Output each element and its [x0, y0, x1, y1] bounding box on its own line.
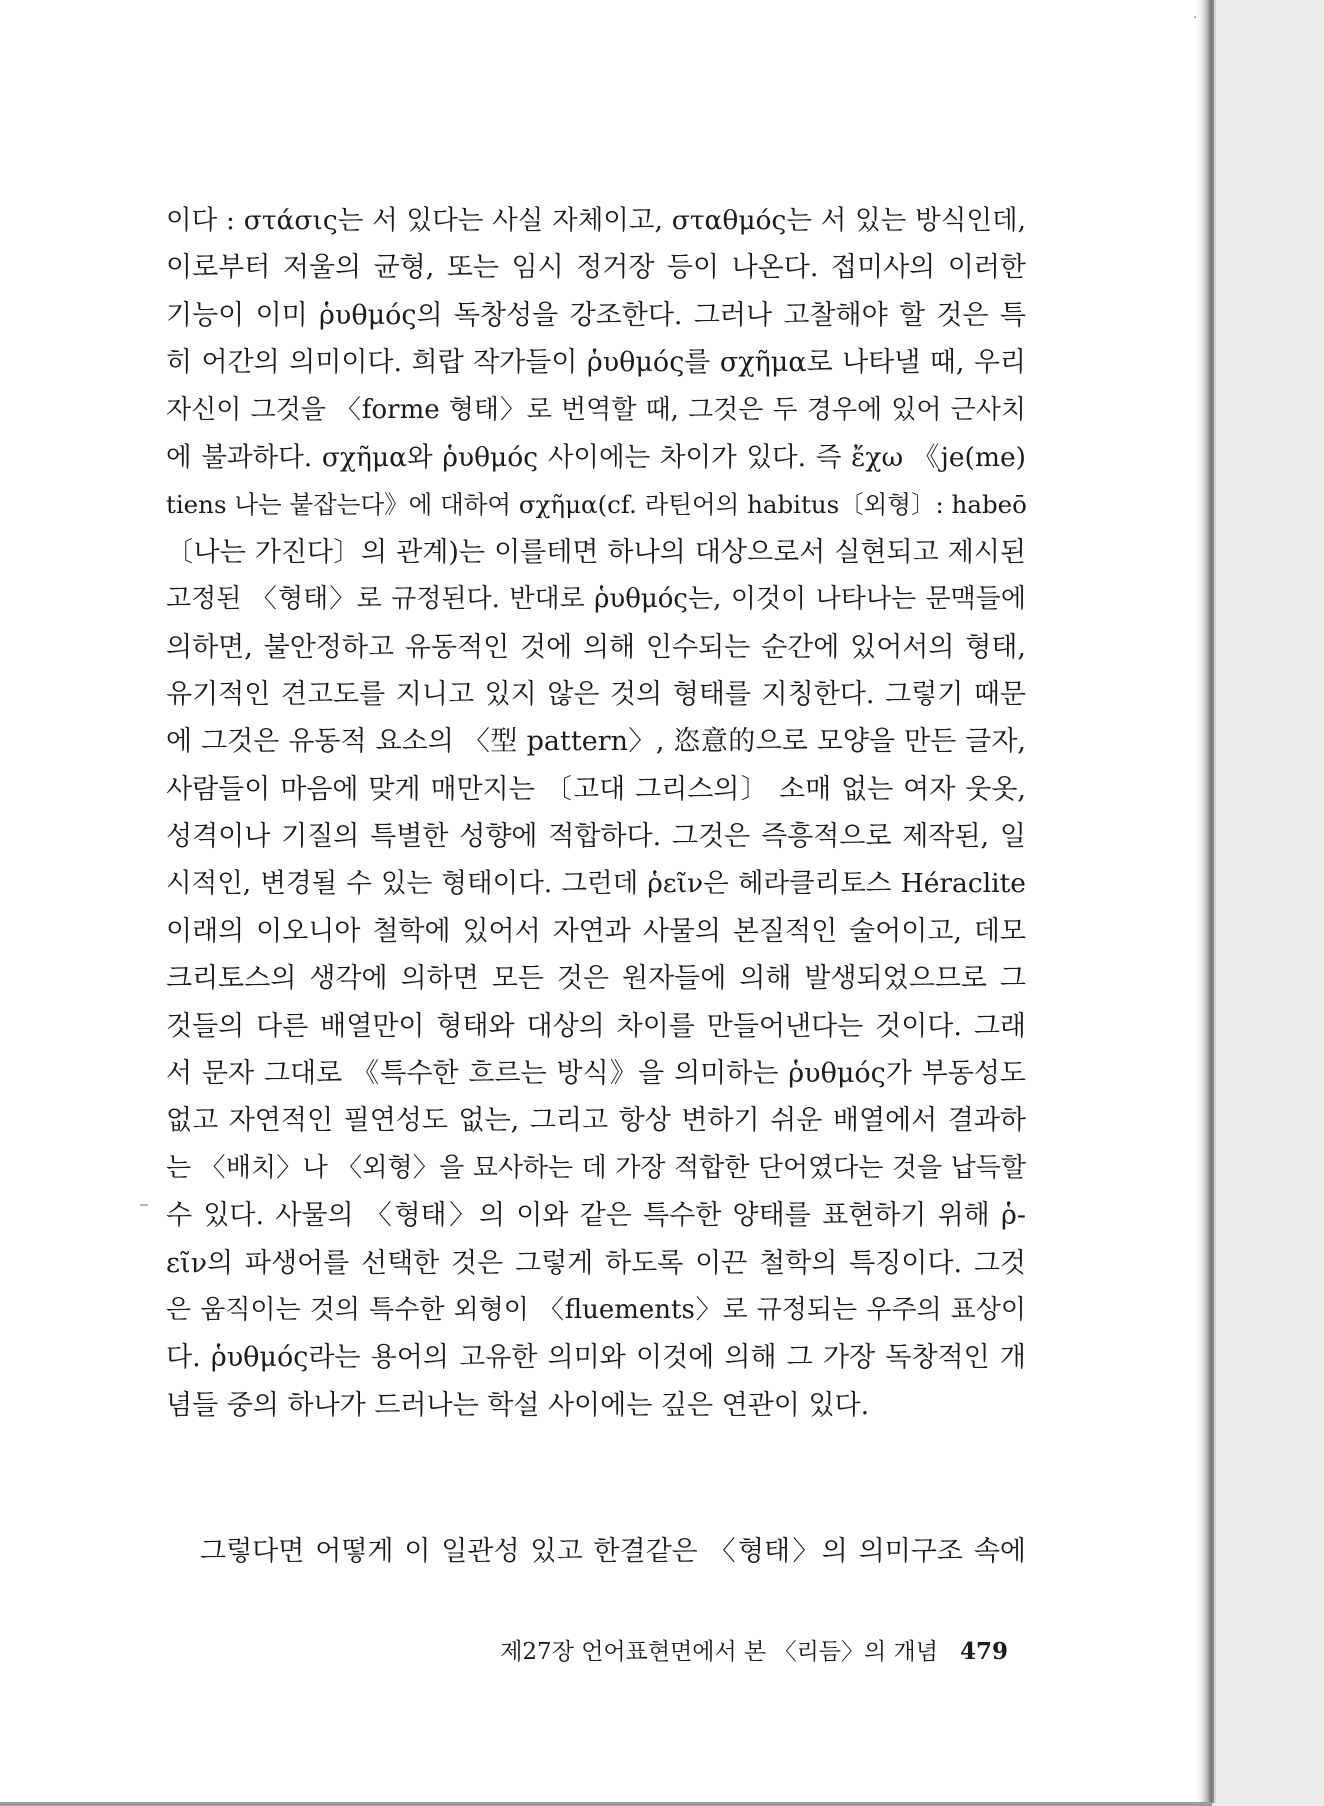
page-bottom-border: [0, 1802, 1212, 1806]
second-paragraph-line: 그렇다면 어떻게 이 일관성 있고 한결같은 〈형태〉의 의미구조 속에: [200, 1536, 1026, 1567]
body-line: 이다 : στάσις는 서 있다는 사실 자체이고, σταθμός는 서 있는 방식인데,: [166, 205, 1026, 236]
body-line: 히 어간의 의미이다. 희랍 작가들이 ῥυθμός를 σχῆμα로 나타낼 때, 우리: [166, 347, 1026, 379]
body-line: 서 문자 그대로 《특수한 흐르는 방식》을 의미하는 ῥυθμός가 부동성도: [166, 1058, 1026, 1090]
body-line: 에 불과하다. σχῆμα와 ῥυθμός 사이에는 차이가 있다. 즉 ἔχω 《je(me): [166, 441, 1026, 473]
body-line: 기능이 이미 ῥυθμός의 독창성을 강조한다. 그러나 고찰해야 할 것은 특: [166, 299, 1026, 331]
body-line: 크리토스의 생각에 의하면 모든 것은 원자들에 의해 발생되었으므로 그: [166, 963, 1026, 995]
page-edge-shadow: [1196, 0, 1212, 1803]
running-footer-title: 제27장 언어표현면에서 본 〈리듬〉의 개념: [500, 1639, 938, 1665]
margin-mark: [140, 1204, 148, 1206]
body-line: 은 움직이는 것의 특수한 외형이 〈fluements〉로 규정되는 우주의 표상이: [166, 1294, 1026, 1325]
body-line: 〔나는 가진다〕의 관계)는 이를테면 하나의 대상으로서 실현되고 제시된: [166, 536, 1026, 568]
body-line: 사람들이 마음에 맞게 매만지는 〔고대 그리스의〕 소매 없는 여자 웃옷,: [166, 773, 1026, 805]
body-line: 성격이나 기질의 특별한 성향에 적합하다. 그것은 즉흥적으로 제작된, 일: [166, 821, 1026, 853]
body-line: 수 있다. 사물의 〈형태〉의 이와 같은 특수한 양태를 표현하기 위해 ῥ-: [166, 1200, 1026, 1232]
body-line: 의하면, 불안정하고 유동적인 것에 의해 인수되는 순간에 있어서의 형태,: [166, 631, 1026, 663]
body-line: tiens 나는 붙잡는다》에 대하여 σχῆμα(cf. 라틴어의 habitus〔외형〕: habeō: [166, 490, 1027, 520]
body-paragraph: [166, 197, 1026, 1429]
body-line: 것들의 다른 배열만이 형태와 대상의 차이를 만들어낸다는 것이다. 그래: [166, 1010, 1026, 1042]
body-line: 이래의 이오니아 철학에 있어서 자연과 사물의 본질적인 술어이고, 데모: [166, 915, 1026, 947]
body-line: 없고 자연적인 필연성도 없는, 그리고 항상 변하기 쉬운 배열에서 결과하: [166, 1105, 1026, 1137]
page-footer: [0, 1636, 1008, 1668]
body-line: 고정된 〈형태〉로 규정된다. 반대로 ῥυθμός는, 이것이 나타나는 문맥들에: [166, 584, 1026, 615]
body-line: 시적인, 변경될 수 있는 형태이다. 그런데 ῥεῖν은 헤라클리토스 Héraclite: [166, 868, 1026, 900]
body-line: 는 〈배치〉나 〈외형〉을 묘사하는 데 가장 적합한 단어였다는 것을 납득할: [166, 1152, 1026, 1183]
body-line: 유기적인 견고도를 지니고 있지 않은 것의 형태를 지칭한다. 그렇기 때문: [166, 678, 1026, 710]
body-line: 자신이 그것을 〈forme 형태〉로 번역할 때, 그것은 두 경우에 있어 근사치: [166, 394, 1026, 425]
page-number: 479: [959, 1638, 1008, 1665]
body-line: 이로부터 저울의 균형, 또는 임시 정거장 등이 나온다. 접미사의 이러한: [166, 252, 1026, 284]
body-line: εῖν의 파생어를 선택한 것은 그렇게 하도록 이끈 철학의 특징이다. 그것: [166, 1247, 1026, 1279]
body-line: 다. ῥυθμός라는 용어의 고유한 의미와 이것에 의해 그 가장 독창적인 개: [166, 1342, 1026, 1374]
body-line: 에 그것은 유동적 요소의 〈型 pattern〉, 恣意的으로 모양을 만든 글자,: [166, 726, 1026, 758]
body-line: 념들 중의 하나가 드러나는 학설 사이에는 깊은 연관이 있다.: [166, 1389, 870, 1421]
